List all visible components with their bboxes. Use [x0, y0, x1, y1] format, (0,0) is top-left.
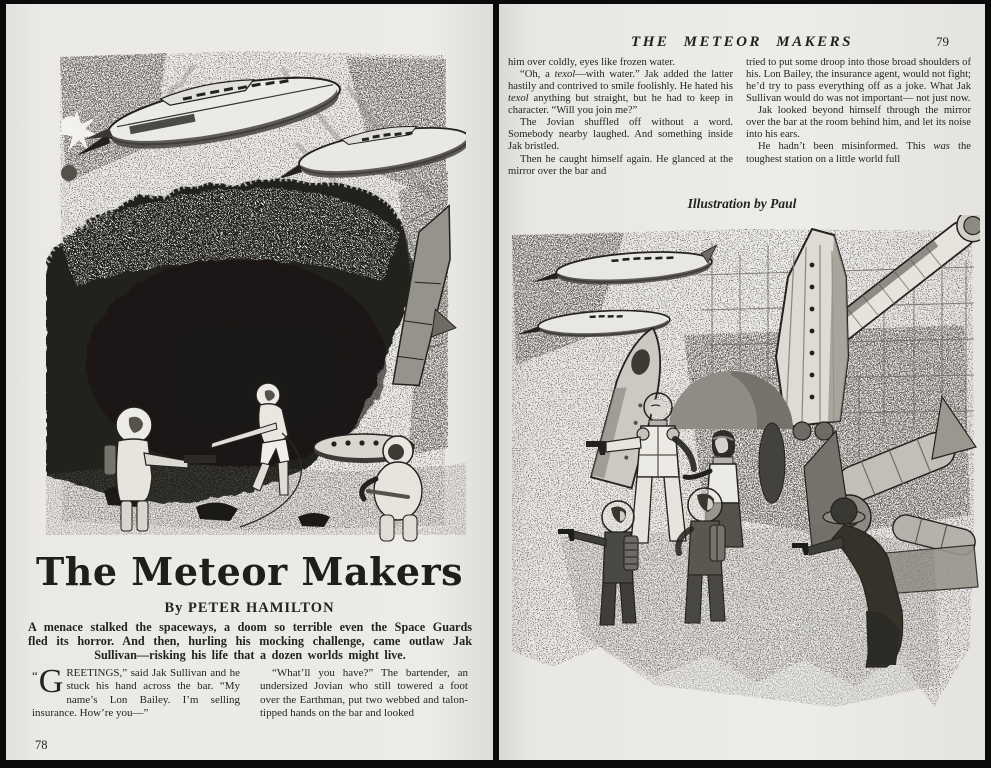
- running-head: THE METEOR MAKERS: [631, 34, 853, 50]
- right-page: [499, 4, 985, 760]
- paragraph: him over coldly, eyes like frozen water.: [508, 57, 675, 68]
- page-number-78: 78: [35, 738, 48, 752]
- story-blurb: A menace stalked the spaceways, a doom so terrible even the Space Guards fled its horror. And then, hurling his mocking challenge, came outlaw Jak Sullivan—risking his life that a dozen worlds might live.: [28, 620, 472, 662]
- paragraph: Jak looked beyond himself through the mirror over the bar at the room behind him, and let its noise into his ears.: [746, 105, 971, 141]
- paragraph: Then he caught himself again. He glanced at the mirror over the bar and: [508, 153, 733, 177]
- story-columns-right-page: [508, 57, 972, 178]
- scrapyard-scene-art: [504, 215, 980, 760]
- illustration-credit: Illustration by Paul: [687, 196, 797, 211]
- opening-paragraph: [32, 663, 240, 721]
- column-right: [746, 57, 971, 178]
- paragraph: tried to put some droop into those broad shoulders of his. Lon Bailey, the insurance agent, would not fight; he’d try to pass everything off as a joke. What Jak Sullivan would do was not important— not just now.: [746, 57, 971, 105]
- opening-text: REETINGS,” said Jak Sullivan and he stuck his hand across the bar. “My name’s Lon Bailey. I’m selling insurance. How’re you—”: [32, 667, 240, 720]
- story-byline: By PETER HAMILTON: [164, 600, 335, 616]
- drop-cap-quote: “: [32, 668, 38, 683]
- paragraph: “What’ll you have?” The bartender, an undersized Jovian who still towered a foot over the Earthman, put two webbed and talon-tipped hands on the bar and looked: [260, 667, 468, 720]
- story-columns: [32, 663, 468, 721]
- fin-shape: [759, 423, 785, 503]
- column-right: [260, 667, 468, 721]
- page-number-79: 79: [936, 34, 949, 49]
- column-left: [508, 57, 733, 178]
- right-illustration: [504, 215, 980, 760]
- paragraph: The Jovian shuffled off without a word. Somebody nearby laughed. And something inside Jak bristled.: [508, 117, 733, 153]
- left-illustration: [46, 22, 466, 554]
- story-title: The Meteor Makers: [36, 549, 463, 594]
- paragraph: He hadn’t been misinformed. This was the toughest station on a little world full: [746, 141, 971, 165]
- column-left: [32, 663, 240, 721]
- left-page: [6, 4, 493, 760]
- paragraph: “Oh, a texol—with water.” Jak added the latter hastily and contrived to smile foolishly. He hated his texol anything but straight, but he had to keep in character. “Will you join me?”: [508, 69, 733, 117]
- dark-blob: [61, 165, 77, 181]
- meteor-scene-art: [46, 22, 466, 554]
- drop-cap: G: [38, 663, 64, 700]
